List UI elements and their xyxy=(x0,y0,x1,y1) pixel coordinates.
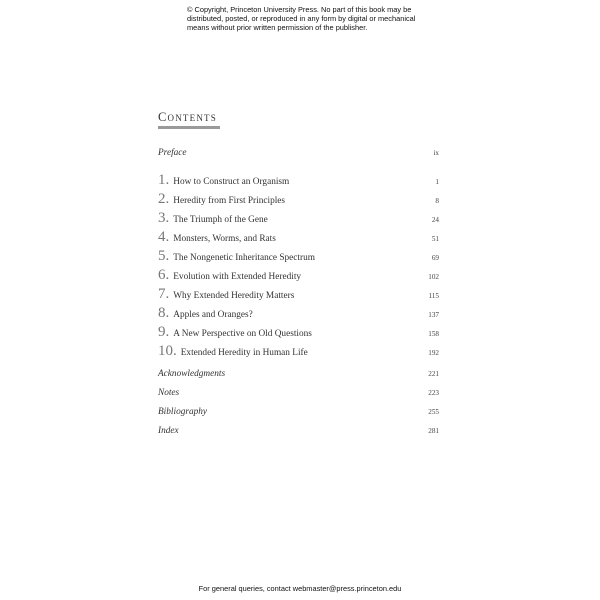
chapter-title: How to Construct an Organism xyxy=(173,177,290,187)
toc-page-number: 221 xyxy=(428,370,439,378)
chapter-title: Apples and Oranges? xyxy=(173,310,253,320)
toc-entry-notes[interactable] xyxy=(158,388,439,406)
toc-page-number: 1 xyxy=(435,178,439,186)
toc-page-number: 51 xyxy=(431,235,439,243)
heading-rule xyxy=(158,126,220,129)
copyright-line: means without prior written permission of the publisher. xyxy=(187,23,368,33)
toc-entry-chapter[interactable] xyxy=(158,304,439,322)
chapter-number: 5. xyxy=(158,248,170,264)
chapter-title: Extended Heredity in Human Life xyxy=(180,348,308,358)
chapter-number: 10. xyxy=(158,343,177,359)
footer-contact: For general queries, contact webmaster@press.princeton.edu xyxy=(198,584,402,593)
toc-label: Bibliography xyxy=(158,407,208,417)
chapter-number: 8. xyxy=(158,305,170,321)
toc-entry-chapter[interactable] xyxy=(158,285,439,303)
chapter-title: Evolution with Extended Heredity xyxy=(173,272,302,282)
toc-entry-chapter[interactable] xyxy=(158,209,439,227)
toc-entry-bibliography[interactable] xyxy=(158,407,439,425)
toc-label: Acknowledgments xyxy=(158,369,226,379)
toc-entry-chapter[interactable] xyxy=(158,323,439,341)
toc-entry-index[interactable] xyxy=(158,426,439,444)
toc-page-number: 115 xyxy=(428,292,439,300)
toc-page-number: 223 xyxy=(428,389,439,397)
chapter-title: The Nongenetic Inheritance Spectrum xyxy=(173,253,315,263)
contents-heading: Contents xyxy=(158,110,217,124)
chapter-number: 9. xyxy=(158,324,170,340)
chapter-number: 2. xyxy=(158,191,170,207)
toc-entry-preface[interactable] xyxy=(158,148,439,166)
chapter-number: 3. xyxy=(158,210,170,226)
toc-entry-chapter[interactable] xyxy=(158,228,439,246)
chapter-title: A New Perspective on Old Questions xyxy=(173,329,312,339)
toc-entry-chapter[interactable] xyxy=(158,171,439,189)
toc-label: Preface xyxy=(158,148,187,158)
toc-page-number: 8 xyxy=(435,197,439,205)
toc-page-number: 137 xyxy=(428,311,439,319)
toc-entry-chapter[interactable] xyxy=(158,266,439,284)
toc-label: Index xyxy=(158,426,179,436)
chapter-title: The Triumph of the Gene xyxy=(173,215,268,225)
chapter-number: 4. xyxy=(158,229,170,245)
chapter-title: Why Extended Heredity Matters xyxy=(173,291,295,301)
toc-entry-acknowledgments[interactable] xyxy=(158,369,439,387)
copyright-notice xyxy=(187,5,427,33)
toc-page-number: 24 xyxy=(431,216,439,224)
chapter-title: Monsters, Worms, and Rats xyxy=(173,234,276,244)
toc-page-number: 69 xyxy=(431,254,439,262)
toc-page-number: 192 xyxy=(428,349,439,357)
toc-page-number: 255 xyxy=(428,408,439,416)
toc-label: Notes xyxy=(158,388,180,398)
toc-entry-chapter[interactable] xyxy=(158,342,439,360)
chapter-number: 7. xyxy=(158,286,170,302)
copyright-line: distributed, posted, or reproduced in any form by digital or mechanical xyxy=(187,14,416,24)
toc-page-number: 102 xyxy=(428,273,439,281)
chapter-title: Heredity from First Principles xyxy=(173,196,286,206)
copyright-line: © Copyright, Princeton University Press. No part of this book may be xyxy=(187,5,412,14)
toc-page-number: 158 xyxy=(428,330,439,338)
toc-entry-chapter[interactable] xyxy=(158,190,439,208)
toc-page-number: 281 xyxy=(428,427,439,435)
chapter-number: 1. xyxy=(158,172,170,188)
chapter-number: 6. xyxy=(158,267,170,283)
toc-page-number: ix xyxy=(433,149,439,157)
toc-entry-chapter[interactable] xyxy=(158,247,439,265)
